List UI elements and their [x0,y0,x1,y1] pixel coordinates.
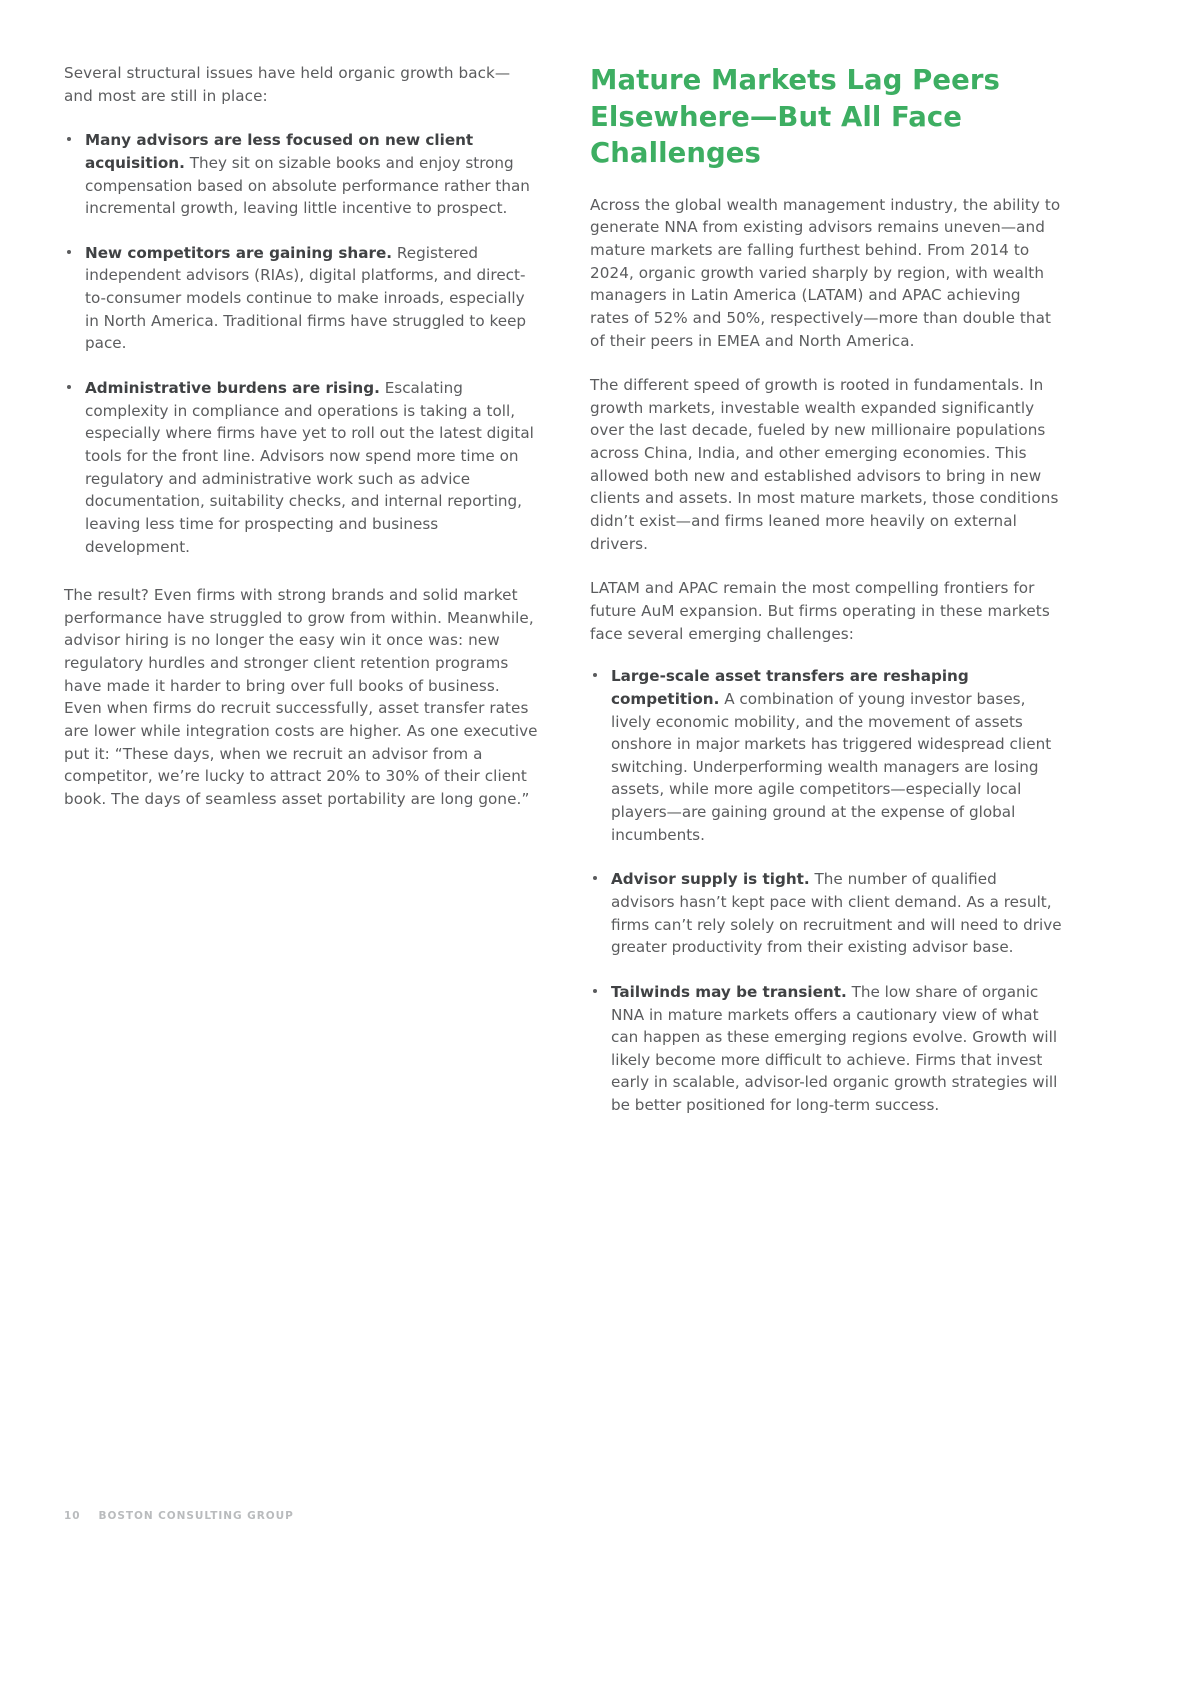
left-intro-paragraph: Several structural issues have held organic growth back—and most are still in place: [64,64,511,105]
bullet-dot-icon [67,137,71,141]
bullet-lead-text: Administrative burdens are rising. [85,379,380,398]
bullet-body-text: A combination of young investor bases, lively economic mobility, and the movement of assets onshore in major markets has triggered widespread client switching. Underperforming wealth managers are losing assets, while more agile competitors—especially local players—are gaining ground at the expense of global incumbents. [611,689,1052,844]
left-column [64,62,538,1135]
bullet-body-text: Registered independent advisors (RIAs), digital platforms, and direct-to-consumer models continue to make inroads, especially in North America. Traditional firms have struggled to keep pace. [85,243,527,353]
bullet-dot-icon [67,385,71,389]
left-closing-paragraph: The result? Even firms with strong brands and solid market performance have struggled to grow from within. Meanwhile, advisor hiring is no longer the easy win it once was: new regulatory hurdles and stronger client retention programs have made it harder to bring over full books of business. Even when firms do recruit successfully, asset transfer rates are lower while integration costs are higher. As one executive put it: “These days, when we recruit an advisor from a competitor, we’re lucky to attract 20% to 30% of their client book. The days of seamless asset portability are long gone.” [64,586,538,808]
two-column-layout [64,62,1064,1135]
bullet-dot-icon [67,250,71,254]
right-paragraph-3: LATAM and APAC remain the most compelling frontiers for future AuM expansion. But firms operating in these markets face several emerging challenges: [590,579,1050,643]
right-paragraph-1: Across the global wealth management industry, the ability to generate NNA from existing advisors remains uneven—and mature markets are falling furthest behind. From 2014 to 2024, organic growth varied sharply by region, with wealth managers in Latin America (LATAM) and APAC achieving rates of 52% and 50%, respectively—more than double that of their peers in EMEA and North America. [590,195,1061,350]
bullet-body-text: The number of qualified advisors hasn’t kept pace with client demand. As a result, firms can’t rely solely on recruitment and will need to drive greater productivity from their existing advisor base. [611,870,1062,957]
bullet-lead-text: New competitors are gaining share. [85,243,393,262]
list-item [64,129,538,220]
list-item [64,242,538,355]
right-column [590,62,1064,1135]
right-paragraph-2: The different speed of growth is rooted in fundamentals. In growth markets, investable wealth expanded significantly over the last decade, fueled by new millionaire populations across China, India, and other emerging economies. This allowed both new and established advisors to bring in new clients and assets. In most mature markets, those conditions didn’t exist—and firms leaned more heavily on external drivers. [590,376,1059,553]
section-heading: Mature Markets Lag Peers Elsewhere—But All Face Challenges [590,64,1000,170]
footer-organization-name: BOSTON CONSULTING GROUP [98,1510,294,1522]
left-bullet-list [64,129,538,558]
bullet-lead-text: Advisor supply is tight. [611,870,810,889]
bullet-dot-icon [593,876,597,880]
bullet-lead-text: Large-scale asset transfers are reshaping competition. [611,667,969,708]
bullet-dot-icon [593,673,597,677]
bullet-lead-text: Tailwinds may be transient. [611,982,847,1001]
page-number: 10 [64,1510,81,1522]
right-bullet-list [590,665,1064,1117]
list-item [64,377,538,558]
bullet-dot-icon [593,989,597,993]
list-item [590,665,1064,846]
paragraph-spacer [64,576,538,584]
bullet-lead-text: Many advisors are less focused on new client acquisition. [85,131,474,172]
bullet-body-text: They sit on sizable books and enjoy strong compensation based on absolute performance rather than incremental growth, leaving little incentive to prospect. [85,153,530,218]
page-footer [64,1510,294,1522]
list-item [590,868,1064,959]
bullet-body-text: The low share of organic NNA in mature markets offers a cautionary view of what can happen as these emerging regions evolve. Growth will likely become more difficult to achieve. Firms that invest early in scalable, advisor-led organic growth strategies will be better positioned for long-term success. [611,982,1058,1115]
list-item [590,981,1064,1117]
bullet-body-text: Escalating complexity in compliance and operations is taking a toll, especially where firms have yet to roll out the latest digital tools for the front line. Advisors now spend more time on regulatory and administrative work such as advice documentation, suitability checks, and internal reporting, leaving less time for prospecting and business development. [85,379,534,556]
